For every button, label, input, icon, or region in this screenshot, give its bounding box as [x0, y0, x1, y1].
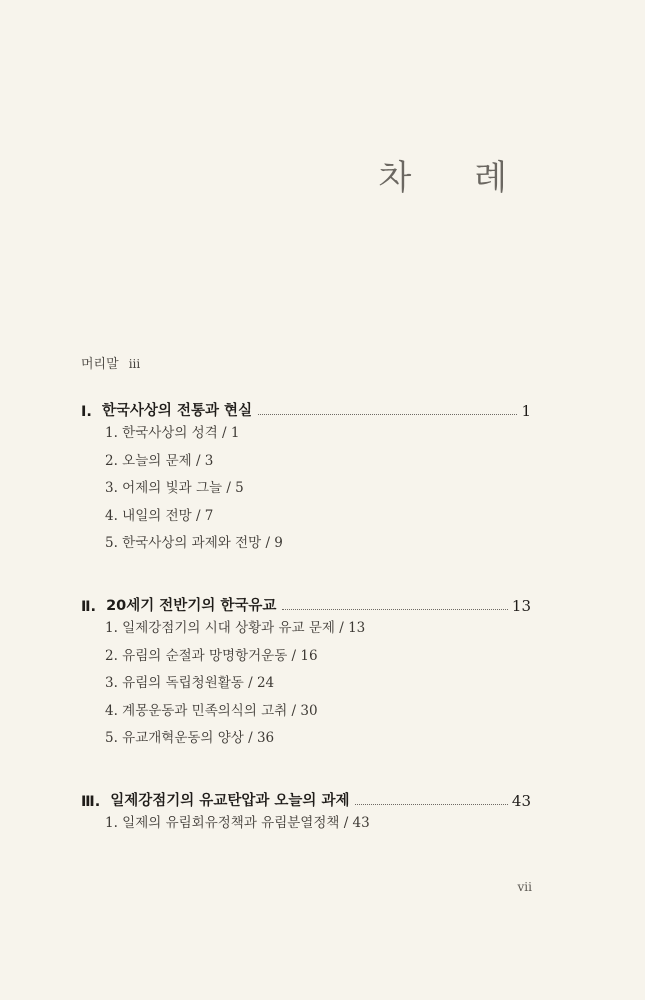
leader-dots: [258, 414, 517, 415]
part-1: [81, 398, 531, 558]
leader-dots: [282, 609, 508, 610]
part-title: 일제강점기의 유교탄압과 오늘의 과제: [110, 793, 350, 809]
chapter-item[interactable]: 4. 계몽운동과 민족의식의 고취 / 30: [105, 702, 318, 719]
chapter-item[interactable]: 5. 유교개혁운동의 양상 / 36: [105, 730, 275, 746]
part-heading[interactable]: [81, 398, 531, 420]
part-heading[interactable]: [81, 788, 531, 810]
preface-entry[interactable]: [81, 353, 140, 372]
part-title: 20세기 전반기의 한국유교: [106, 598, 277, 614]
chapter-item[interactable]: 2. 유림의 순절과 망명항거운동 / 16: [105, 647, 318, 664]
part-title: 한국사상의 전통과 현실: [101, 403, 253, 419]
chapter-item[interactable]: 1. 일제강점기의 시대 상황과 유교 문제 / 13: [105, 620, 366, 636]
part-page: 1: [521, 402, 531, 420]
part-heading[interactable]: [81, 593, 531, 615]
page-title: 차 례: [378, 158, 533, 198]
chapter-item[interactable]: 2. 오늘의 문제 / 3: [105, 452, 214, 469]
preface-label: 머리말: [81, 357, 119, 372]
preface-page: iii: [128, 357, 141, 371]
part-page: 13: [511, 597, 531, 615]
chapter-item[interactable]: 3. 어제의 빛과 그늘 / 5: [105, 480, 244, 496]
page-number: vii: [517, 880, 532, 894]
part-numeral: Ⅰ.: [81, 404, 92, 420]
part-2: [81, 593, 531, 753]
part-3: [81, 788, 531, 838]
part-page: 43: [511, 792, 531, 810]
chapter-item[interactable]: 1. 한국사상의 성격 / 1: [105, 425, 240, 441]
part-numeral: Ⅲ.: [81, 794, 101, 810]
chapter-item[interactable]: 4. 내일의 전망 / 7: [105, 507, 214, 524]
chapter-item[interactable]: 3. 유림의 독립청원활동 / 24: [105, 675, 275, 691]
leader-dots: [355, 804, 507, 805]
chapter-item[interactable]: 5. 한국사상의 과제와 전망 / 9: [105, 535, 283, 551]
part-numeral: Ⅱ.: [81, 599, 97, 615]
chapter-item[interactable]: 1. 일제의 유림회유정책과 유림분열정책 / 43: [105, 815, 370, 831]
